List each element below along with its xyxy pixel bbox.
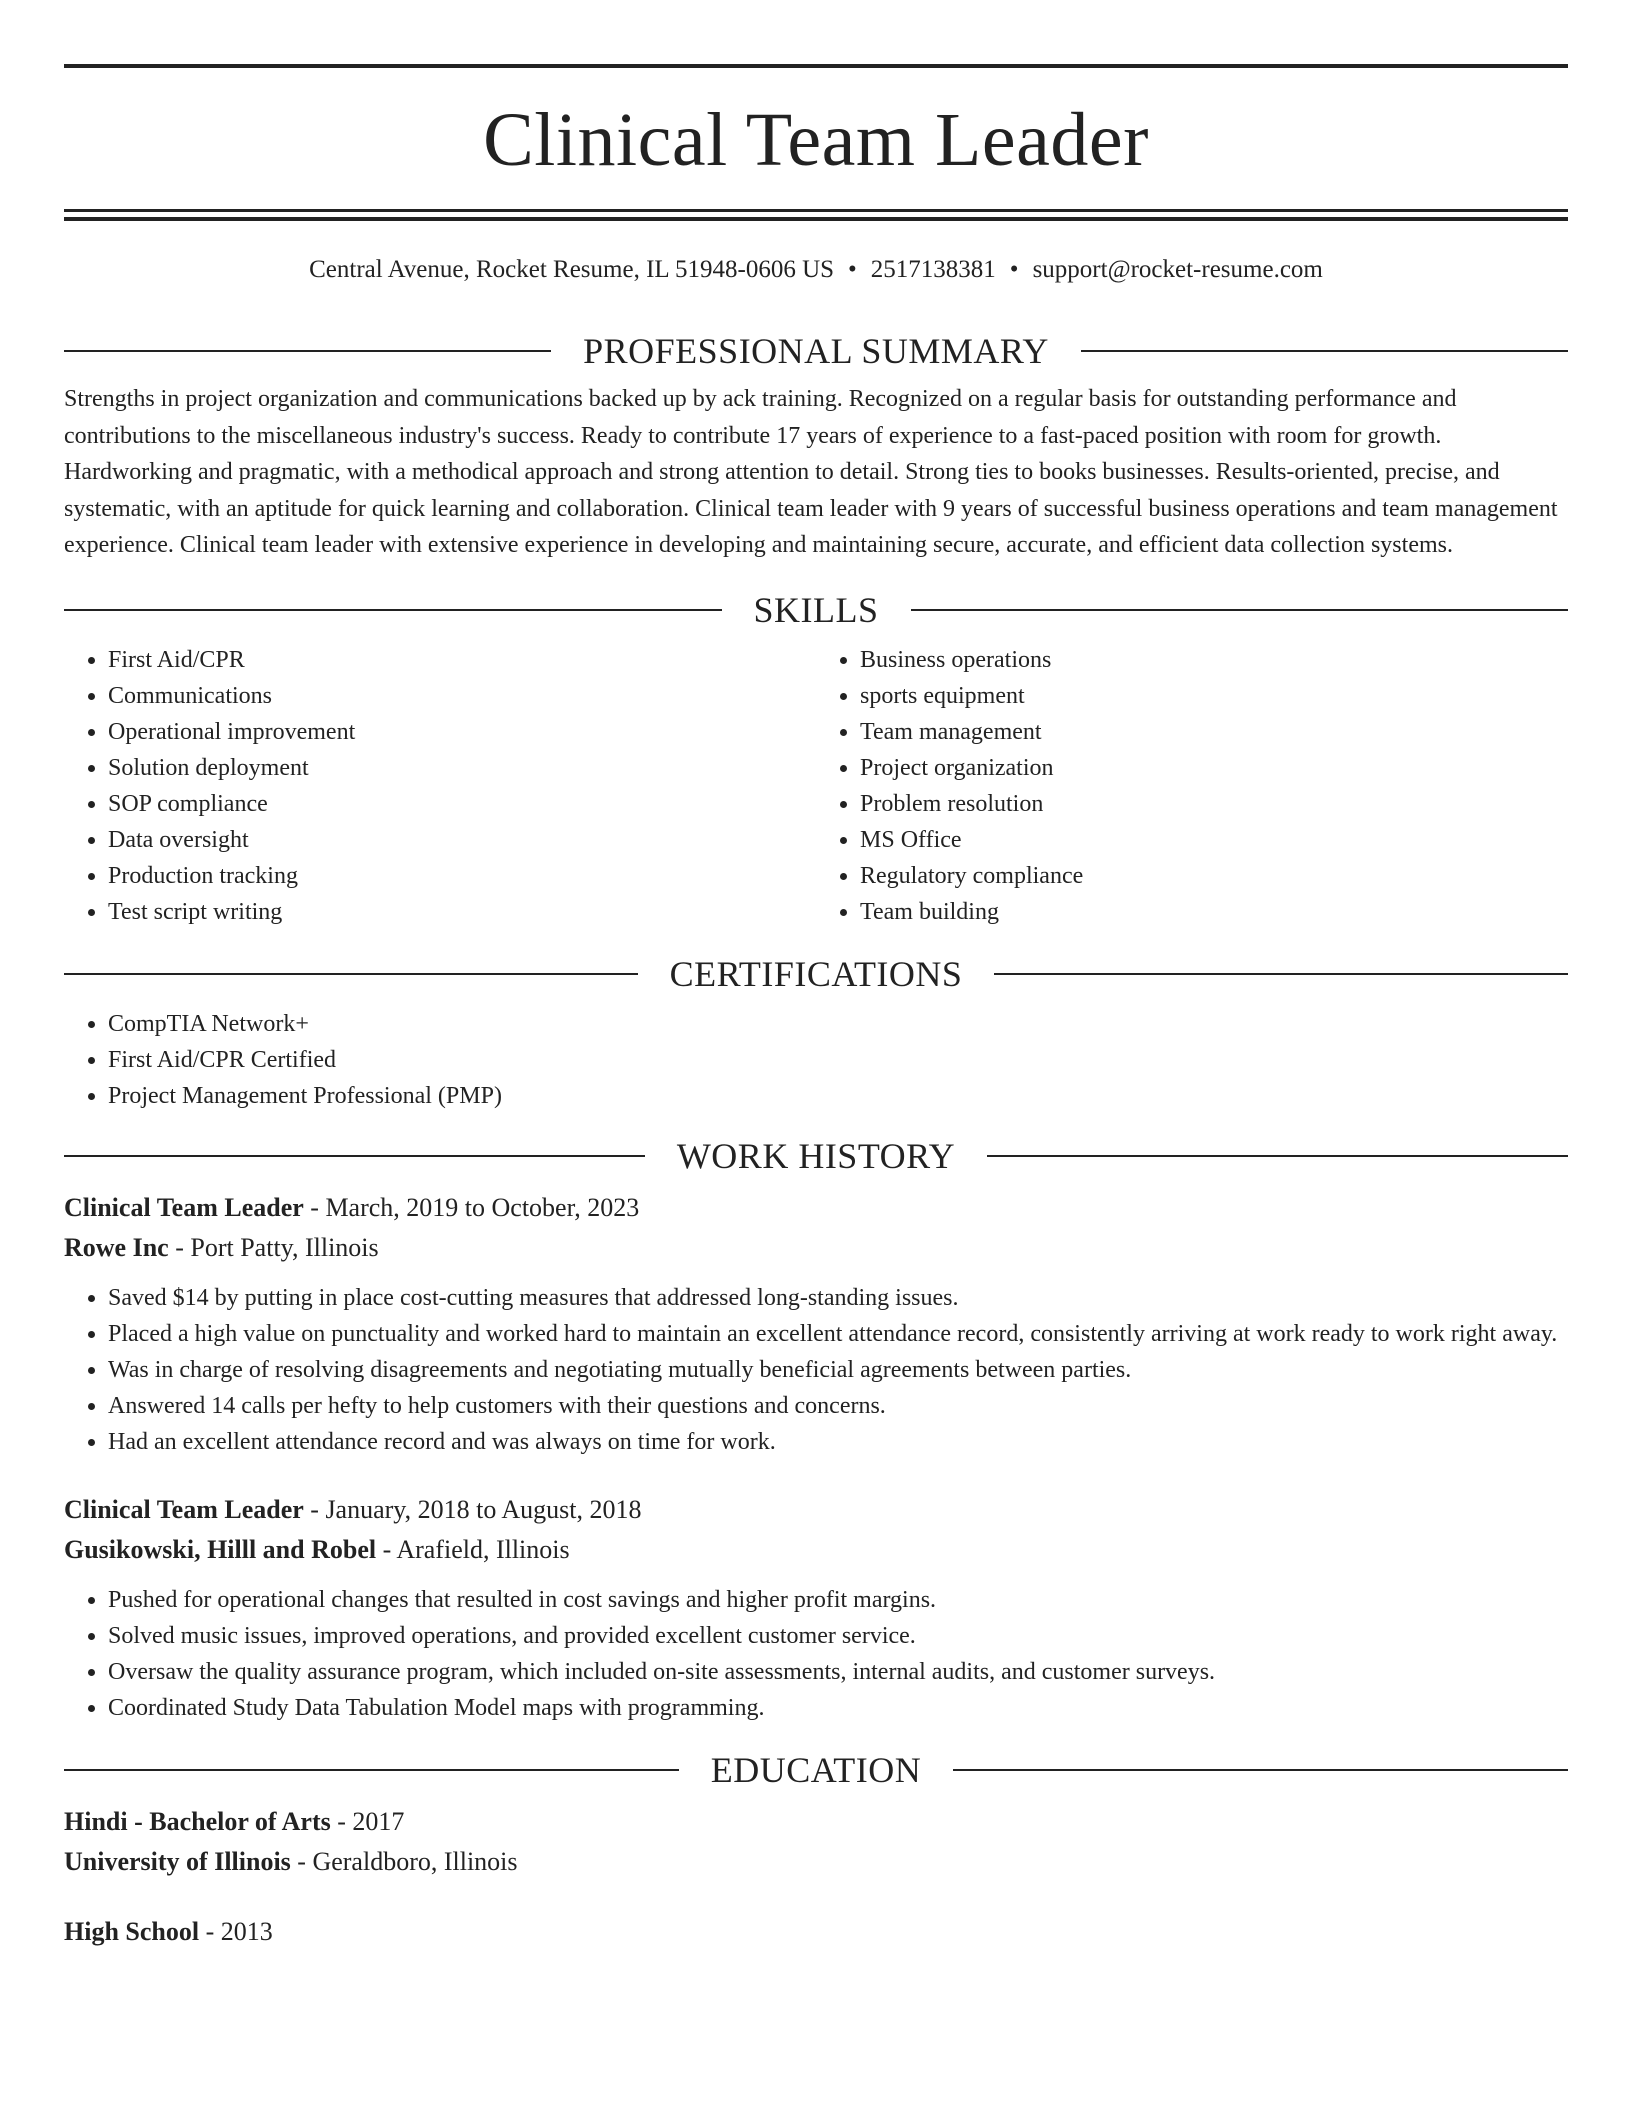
heading-rule — [64, 609, 722, 611]
certification-item: • Project Management Professional (PMP) — [108, 1078, 1568, 1114]
job-bullet: • Solved music issues, improved operations, and provided excellent customer service. — [108, 1618, 1568, 1654]
education-year: - 2017 — [330, 1806, 405, 1836]
job-bullet: • Answered 14 calls per hefty to help customers with their questions and concerns. — [108, 1388, 1568, 1424]
education-entry — [64, 1912, 1568, 1952]
job-title-line — [64, 1490, 1568, 1530]
skills-column-left — [64, 642, 816, 930]
contact-line — [64, 255, 1568, 285]
work-heading-label: WORK HISTORY — [676, 1135, 956, 1176]
summary-text: Strengths in project organization and communications backed up by ack training. Recognized on a regular basis for outstanding performance and contributions to the miscellaneous industry's success. Ready to contribute 17 years of experience to a fast-paced position with room for growth. Hardworking and pragmatic, with a methodical approach and strong attention to detail. Strong ties to books businesses. Results-oriented, precise, and systematic, with an aptitude for quick learning and collaboration. Clinical team leader with 9 years of successful business operations and team management experience. Clinical team leader with extensive experience in developing and maintaining secure, accurate, and efficient data collection systems. — [64, 386, 1558, 558]
job-title-line — [64, 1188, 1568, 1228]
job-bullet: • Had an excellent attendance record and was always on time for work. — [108, 1424, 1568, 1460]
top-rule — [64, 64, 1568, 68]
skill-item: • Problem resolution — [860, 786, 1568, 822]
job-bullet: • Coordinated Study Data Tabulation Model maps with programming. — [108, 1690, 1568, 1726]
education-heading-label: EDUCATION — [710, 1749, 922, 1790]
skill-item: • Data oversight — [108, 822, 816, 858]
job-bullet: • Oversaw the quality assurance program, which included on-site assessments, internal audits, and customer surveys. — [108, 1654, 1568, 1690]
heading-rule — [64, 350, 551, 352]
education-degree-line — [64, 1912, 1568, 1952]
resume-title: Clinical Team Leader — [483, 98, 1149, 182]
education-location: - Geraldboro, Illinois — [290, 1846, 518, 1876]
job-company-line — [64, 1228, 1568, 1268]
education-heading — [64, 1750, 1568, 1790]
job-dates: - March, 2019 to October, 2023 — [303, 1192, 640, 1222]
job-company: Gusikowski, Hilll and Robel — [64, 1534, 377, 1564]
education-degree: Hindi - Bachelor of Arts — [64, 1806, 331, 1836]
job-bullets — [64, 1280, 1568, 1460]
summary-heading-label: PROFESSIONAL SUMMARY — [583, 331, 1049, 371]
job-location: - Arafield, Illinois — [376, 1534, 570, 1564]
contact-email: support@rocket-resume.com — [1032, 256, 1323, 283]
heading-rule — [953, 1769, 1568, 1771]
skill-item: • sports equipment — [860, 678, 1568, 714]
skill-item: • MS Office — [860, 822, 1568, 858]
job-bullets — [64, 1582, 1568, 1726]
skills-heading-label: SKILLS — [753, 589, 879, 630]
job-entry — [64, 1490, 1568, 1726]
education-degree: High School — [64, 1916, 200, 1946]
contact-phone: 2517138381 — [870, 256, 996, 283]
job-bullet: • Placed a high value on punctuality and worked hard to maintain an excellent attendance record, consistently arriving at work ready to work right away. — [108, 1316, 1568, 1352]
heading-rule — [64, 973, 638, 975]
skill-item: • Production tracking — [108, 858, 816, 894]
job-location: - Port Patty, Illinois — [168, 1232, 379, 1262]
education-entry — [64, 1802, 1568, 1882]
job-bullet: • Saved $14 by putting in place cost-cutting measures that addressed long-standing issues. — [108, 1280, 1568, 1316]
contact-address: Central Avenue, Rocket Resume, IL 51948-0606 US — [309, 256, 835, 283]
skill-item: • Operational improvement — [108, 714, 816, 750]
contact-separator: • — [1009, 256, 1019, 283]
skill-item: • Communications — [108, 678, 816, 714]
heading-rule — [994, 973, 1568, 975]
skill-item: • Test script writing — [108, 894, 816, 930]
skill-item: • Business operations — [860, 642, 1568, 678]
job-company-line — [64, 1530, 1568, 1570]
certification-item: • First Aid/CPR Certified — [108, 1042, 1568, 1078]
job-entry — [64, 1188, 1568, 1460]
job-title: Clinical Team Leader — [64, 1192, 304, 1222]
heading-rule — [1081, 350, 1568, 352]
skill-item: • Team management — [860, 714, 1568, 750]
education-school-line — [64, 1842, 1568, 1882]
certifications-heading-label: CERTIFICATIONS — [669, 953, 963, 994]
skill-item: • Solution deployment — [108, 750, 816, 786]
title-double-rule — [64, 209, 1568, 221]
job-bullet: • Was in charge of resolving disagreements and negotiating mutually beneficial agreements between parties. — [108, 1352, 1568, 1388]
skill-item: • First Aid/CPR — [108, 642, 816, 678]
certification-item: • CompTIA Network+ — [108, 1006, 1568, 1042]
job-title: Clinical Team Leader — [64, 1494, 304, 1524]
skill-item: • Project organization — [860, 750, 1568, 786]
certifications-list — [64, 1006, 1568, 1114]
skill-item: • Team building — [860, 894, 1568, 930]
skill-item: • SOP compliance — [108, 786, 816, 822]
job-company: Rowe Inc — [64, 1232, 169, 1262]
skills-heading — [64, 590, 1568, 630]
heading-rule — [64, 1769, 679, 1771]
contact-separator: • — [848, 256, 857, 283]
education-year: - 2013 — [199, 1916, 273, 1946]
education-degree-line — [64, 1802, 1568, 1842]
heading-rule — [987, 1155, 1568, 1157]
heading-rule — [911, 609, 1569, 611]
skill-item: • Regulatory compliance — [860, 858, 1568, 894]
resume-page — [64, 64, 1568, 1952]
work-heading — [64, 1136, 1568, 1176]
skills-list — [64, 642, 1568, 930]
job-dates: - January, 2018 to August, 2018 — [303, 1494, 642, 1524]
education-school: University of Illinois — [64, 1846, 291, 1876]
summary-heading — [64, 331, 1568, 371]
job-bullet: • Pushed for operational changes that resulted in cost savings and higher profit margins. — [108, 1582, 1568, 1618]
skills-column-right — [816, 642, 1568, 930]
heading-rule — [64, 1155, 645, 1157]
certifications-heading — [64, 954, 1568, 994]
